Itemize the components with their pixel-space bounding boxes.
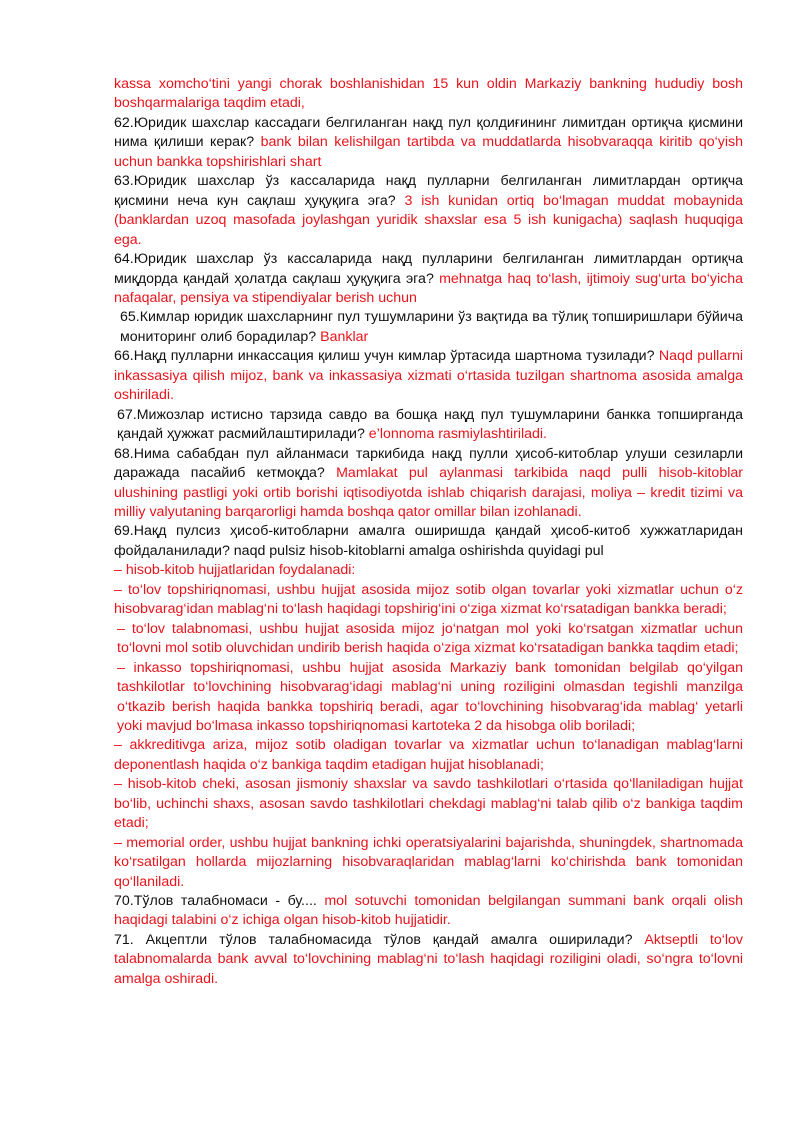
list-item-memorial-order bbox=[114, 834, 743, 892]
answer-text: – inkasso topshiriqnomasi, ushbu hujjat asosida Markaziy bank tomonidan belgilab qo‘yilgan tashkilotlar to‘lovchining hisobvarag‘idagi mablag‘ni uning roziligini olmasdan tegishli manzilga o‘tkazib berish haqida bankka topshiriq beradi, agar to‘lovchining hisobvarag‘ida mablag‘ yetarli yoki mavjud bo‘lmasa inkasso topshiriqnomasi kartoteka 2 da hisobga olib boriladi; bbox=[117, 659, 743, 734]
answer-text: Naqd pullarni inkassasiya qilish mijoz, bank va inkassasiya xizmati o‘rtasida tuzilgan shartnoma asosida amalga oshiriladi. bbox=[114, 348, 743, 404]
list-item bbox=[114, 561, 743, 580]
question-text: 68.Нима сабабдан пул айланмаси таркибида нақд пулли ҳисоб-китоблар улуши сезиларли даражада пасайиб кетмоқда? bbox=[114, 445, 743, 482]
answer-text: – memorial order, ushbu hujjat bankning ichki operatsiyalarini bajarishda, shuningdek, shartnomada ko‘rsatilgan hollarda mijozlarning hisobvaraqlaridan mablag‘larni ko‘chirishda bank tomonidan qo‘llaniladi. bbox=[114, 834, 743, 890]
answer-text: bank bilan kelishilgan tartibda va muddatlarda hisobvaraqqa kiritib qo‘yish uchun bankka topshirishlari shart bbox=[114, 134, 744, 170]
question-text: 63.Юридик шахслар ўз кассаларида нақд пулларни белгиланган лимитлардан ортиқча қисмини неча кун сақлаш ҳуқуқига эга? bbox=[114, 173, 743, 209]
answer-text: e’lonnoma rasmiylashtiriladi. bbox=[368, 426, 547, 443]
question-text: 69.Нақд пулсиз ҳисоб-китобларни амалга оширишда қандай ҳисоб-китоб хужжатларидан фойдаланилади? naqd pulsiz hisob-kitoblarni amalga oshirishda quyidagi pul bbox=[114, 523, 743, 559]
answer-text: mol sotuvchi tomonidan belgilangan summani bank orqali olish haqidagi talabini o‘z ichiga olgan hisob-kitob hujjatidir. bbox=[114, 893, 743, 929]
list-item-settlement-check bbox=[114, 775, 743, 833]
paragraph-cash-report bbox=[114, 75, 743, 114]
list-item-collection-order bbox=[114, 659, 743, 737]
answer-text: – to‘lov topshiriqnomasi, ushbu hujjat asosida mijoz sotib olgan tovarlar yoki xizmatlar uchun o‘z hisobvarag‘idan mablag‘ni to‘lash haqidagi topshirig‘ini o‘ziga xizmat ko‘rsatadigan bankka beradi; bbox=[114, 581, 743, 618]
answer-text: Aktseptli to‘lov talabnomalarda bank avval to‘lovchining mablag‘ni to‘lash haqidagi roziligini oladi, so‘ngra to‘lovni amalga oshiradi. bbox=[114, 931, 743, 987]
answer-text: mehnatga haq to‘lash, ijtimoiy sug‘urta bo‘yicha nafaqalar, pensiya va stipendiyalar berish uchun bbox=[114, 270, 743, 306]
answer-text: – akkreditivga ariza, mijoz sotib oladigan tovarlar va xizmatlar uchun to‘lanadigan mablag‘larni deponentlash haqida o‘z bankiga taqdim etadigan hujjat hisoblanadi; bbox=[114, 737, 743, 773]
question-65 bbox=[114, 308, 743, 347]
answer-text: – to‘lov talabnomasi, ushbu hujjat asosida mijoz jo‘natgan mol yoki ko‘rsatgan xizmatlar uchun to‘lovni mol sotib oluvchidan undirib berish haqida o‘ziga xizmat ko‘rsatadigan bankka taqdim etadi; bbox=[117, 620, 743, 657]
answer-text: – hisob-kitob cheki, asosan jismoniy shaxslar va savdo tashkilotlari o‘rtasida qo‘llaniladigan hujjat bo‘lib, uchinchi shaxs, asosan savdo tashkilotlari chekdagi mablag‘ni talab qilib o‘z bankiga taqdim etadi; bbox=[114, 776, 743, 832]
answer-text: kassa xomcho‘tini yangi chorak boshlanishidan 15 kun oldin Markaziy bankning hududiy bosh boshqarmalariga taqdim etadi, bbox=[114, 76, 743, 112]
question-71 bbox=[114, 931, 743, 989]
answer-text: Mamlakat pul aylanmasi tarkibida naqd pulli hisob-kitoblar ulushining pastligi yoki ortib borishi iqtisodiyotda ishlab chiqarish darajasi, moliya – kredit tizimi va milliy valyutaning barqarorligi hamda boshqa qator omillar bilan izohlanadi. bbox=[114, 465, 743, 520]
question-text: 67.Мижозлар истисно тарзида савдо ва бошқа нақд пул тушумларини банкка топширганда қандай ҳужжат расмийлаштирилади? bbox=[117, 406, 743, 443]
question-63 bbox=[114, 172, 743, 250]
question-text: 64.Юридик шахслар ўз кассаларида нақд пулларини белгиланган лимитлардан ортиқча миқдорда қандай ҳолатда сақлаш ҳуқуқига эга? bbox=[114, 251, 743, 287]
list-item-letter-of-credit bbox=[114, 736, 743, 775]
answer-text: Banklar bbox=[320, 328, 369, 345]
question-66 bbox=[114, 347, 743, 405]
question-text: 66.Нақд пулларни инкассация қилиш учун кимлар ўртасида шартнома тузилади? bbox=[114, 348, 659, 365]
list-item-payment-order bbox=[114, 581, 743, 620]
question-text: 71. Акцептли тўлов талабномасида тўлов қандай амалга оширилади? bbox=[114, 931, 645, 948]
question-62 bbox=[114, 114, 743, 172]
list-item-payment-request bbox=[114, 620, 743, 659]
question-70 bbox=[114, 892, 743, 931]
question-68 bbox=[114, 445, 743, 523]
answer-text: 3 ish kunidan ortiq bo‘lmagan muddat mobaynida (banklardan uzoq masofada joylashgan yuridik shaxslar esa 5 ish kunigacha) saqlash huquqiga ega. bbox=[114, 192, 743, 248]
answer-text: – hisob-kitob hujjatlaridan foydalanadi: bbox=[114, 562, 356, 579]
question-text: 65.Кимлар юридик шахсларнинг пул тушумларини ўз вақтида ва тўлиқ топширишлари бўйича мониторинг олиб борадилар? bbox=[120, 309, 743, 345]
question-text: 62.Юридик шахслар кассадаги белгиланган нақд пул қолдиғининг лимитдан ортиқча қисмини нима қилиши керак? bbox=[114, 114, 743, 151]
question-67 bbox=[114, 406, 743, 445]
question-text: 70.Тўлов талабномаси - бу.... bbox=[114, 893, 325, 910]
question-69 bbox=[114, 522, 743, 561]
question-64 bbox=[114, 250, 743, 308]
